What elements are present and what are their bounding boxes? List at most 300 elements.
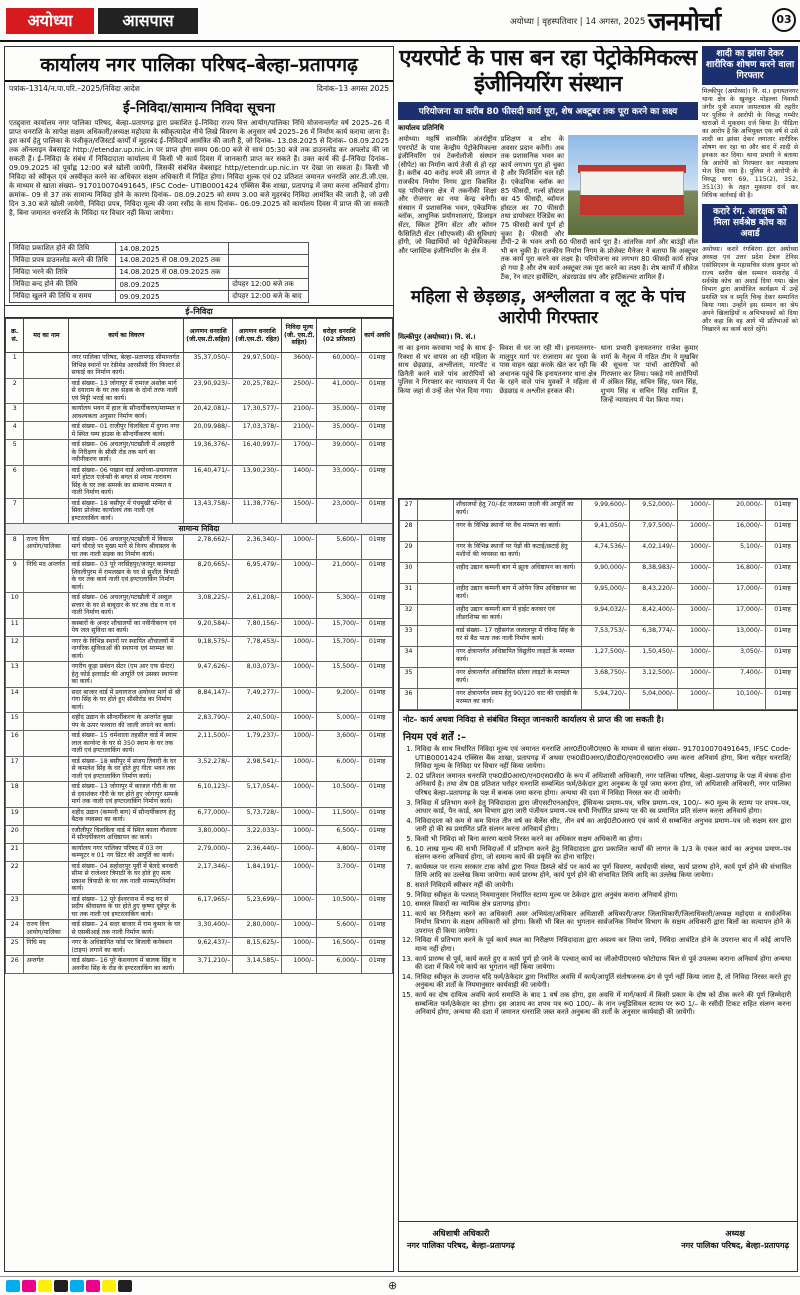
table-cell: 1000/–: [282, 731, 317, 757]
table-cell: 9,90,000/–: [582, 563, 630, 584]
table-cell: नगर के विभिन्न स्थानों पर स्थापित शौचालयों में नागरिक सुविधाओं की स्थापना एवं मरम्मत का कार्य।: [69, 636, 184, 662]
term-item: 2. 02 प्रतिशत जमानत धनराशि एफ0डी0आर0/एन0एस0सी0 के रूप में अधिशासी अधिकारी, नगर पालिका परिषद, बेल्हा–प्रतापगढ़ के पक्ष में बंधक होना अनिवार्य है। तथा शेष 08 प्रतिशत धरोहर धनराशि सम्बन्धित फर्म/ठेकेदार द्वारा अनुबन्ध के पूर्व जमा करना होगा, जो अधिशासी अधिकारी, नगर पालिका परिषद बेल्हा–प्रतापगढ़ के पक्ष में बन्धक जमा करना होगा। अन्यथा की दशा में निविदा निरस्त कर दी जायेगी।: [415, 772, 791, 798]
subheadline-institute: परियोजना का करीब 80 फीसदी कार्य पूरा, शेष अक्टूबर तक पूरा करने का लक्ष्य: [398, 102, 698, 120]
table-cell: 5,23,699/–: [233, 894, 282, 920]
table-row: [6, 378, 393, 404]
table-cell: 11: [6, 618, 24, 636]
date-row: [10, 243, 309, 255]
date-cell: [229, 255, 309, 267]
table-cell: वार्ड संख्या– 04 सहोदरपुर पूर्वी में बेलदे बनवारी सीमा से राजेश्वर त्रिपाठी के घर होते हुए सत्य प्रकाश त्रिपाठी के घर तक नाली मरम्मत/निर्माण कार्य।: [69, 861, 184, 894]
date-cell: 14.08.2025 से 08.09.2025 तक: [116, 255, 229, 267]
table-cell: निधि मद अन्तर्गत: [24, 560, 69, 593]
table-cell: 41,000/–: [317, 378, 362, 404]
table-row: [6, 593, 393, 619]
table-row: [400, 521, 799, 542]
table-row: [6, 422, 393, 440]
term-item: 7. कार्यस्थल पर राज्य सरकार टाक कोर्स द्वारा नियत डिस्प्ले बोर्ड पर कार्य का पूर्ण विवरण, कार्यदायी संस्था, कार्य प्रारम्भ होने, कार्य पूर्ण होने की संभावित तिथि आदि का उल्लेख किया जायेगा। कार्य प्रारम्भ होने, कार्य पूर्ण होने की संभावित तिथि आदि का उल्लेख किया जायेगा।: [415, 863, 791, 880]
table-cell: 16,000/–: [714, 521, 766, 542]
term-item: 12. निविदा में प्रतिभाग करने के पूर्व कार्य स्थल का निरीक्षण निविदादाता द्वारा अवश्य कर लिया जाये, निविदा आवंटित होने के उपरान्त बाद में कोई आपत्ति मान्य नहीं होगा।: [415, 936, 791, 953]
table-cell: 23: [6, 894, 24, 920]
table-cell: वार्ड संख्या– 06 अचलपुर/पटखौली में विकास मार्ग चौराहे पर मुख्य मार्ग से विनय श्रीवास्तव के घर तक नाली सड़क का निर्माण कार्य।: [69, 534, 184, 560]
table-cell: 1000/–: [678, 500, 714, 521]
table-cell: 1000/–: [282, 956, 317, 974]
table-cell: [24, 593, 69, 619]
table-cell: 1500/–: [282, 498, 317, 524]
table-cell: 5,04,000/–: [630, 689, 678, 710]
table-cell: 4: [6, 422, 24, 440]
table-cell: 29,97,500/–: [233, 353, 282, 379]
table-cell: 1000/–: [282, 618, 317, 636]
table-cell: 1000/–: [678, 521, 714, 542]
term-item: 1. निविदा के साथ निर्धारित निविदा मूल्य एवं जमानत धनराशि आर0टी0जी0एस0 के माध्यम से खाता संख्या– 917010070491645, IFSC Code- UTIB0001424 एक्सिस बैंक शाखा, प्रतापगढ़ में अथवा एफ0डी0आर0/डी0डी0/एन0एस0सी0 जमा करना अनिवार्य होगा, बिना धरोहर धनराशि/निविदा मूल्य के निविदा पर विचार नहीं किया जायेगा।: [415, 745, 791, 771]
table-cell: 01माह: [362, 894, 393, 920]
table-cell: 01माह: [766, 521, 799, 542]
headline-arrest: महिला से छेड़छाड़, अश्लीलता व लूट के पांच आरोपी गिरफ्तार: [410, 287, 686, 329]
table-cell: 8,42,400/–: [630, 605, 678, 626]
section-general-tender: सामान्य निविदा: [6, 524, 393, 535]
table-row: [6, 807, 393, 825]
table-cell: 01माह: [766, 542, 799, 563]
table-cell: 01माह: [362, 440, 393, 466]
table-row: [6, 404, 393, 422]
table-cell: 9,94,032/–: [582, 605, 630, 626]
table-cell: 1000/–: [678, 647, 714, 668]
table-cell: 5,300/–: [317, 593, 362, 619]
table-cell: 16,40,471/–: [184, 465, 233, 498]
table-cell: 36: [400, 689, 418, 710]
term-item: 4. निविदादाता को कम से कम विगत तीन वर्ष का बैलेंस सीट, तीन वर्ष का आई0टी0आर0 एवं कार्य से सम्बन्धित अनुभव प्रमाण–पत्र जो सक्षम स्तर द्वारा जारी हो की स्व प्रमाणित प्रति संलग्न करना अनिवार्य होगा।: [415, 817, 791, 834]
table-cell: 1000/–: [678, 605, 714, 626]
table-cell: 01माह: [362, 378, 393, 404]
table-cell: [24, 422, 69, 440]
table-cell: वार्ड संख्या– 18 बसीपुर में संजय तिवारी के घर से कमलेश सिंह के घर होते हुए गीता भवन तक नाली एवं इण्टरलाकिंग निर्माण कार्य।: [69, 756, 184, 782]
table-cell: 1000/–: [678, 668, 714, 689]
table-cell: 2,80,000/–: [233, 920, 282, 938]
table-cell: वार्ड संख्या– 24 सदर बाजार में राम कुमार के घर से एसबीआई तक नाली निर्माण कार्य।: [69, 920, 184, 938]
table-cell: 1000/–: [282, 861, 317, 894]
table-cell: 3: [6, 404, 24, 422]
table-cell: 1000/–: [282, 843, 317, 861]
date-cell: निविदा बन्द होने की तिथि: [10, 279, 116, 291]
table-row: [6, 636, 393, 662]
table-row: [6, 687, 393, 713]
table-cell: 8,15,625/–: [233, 938, 282, 956]
table-cell: [24, 440, 69, 466]
executive-officer-office: नगर पालिका परिषद, बेल्हा–प्रतापगढ़: [407, 1241, 515, 1250]
date-cell: [229, 267, 309, 279]
table-cell: 22: [6, 861, 24, 894]
table-row: [6, 353, 393, 379]
story-column-2-text: प्रशिक्षण व शोध के अवसर प्रदान करेंगी। अब तक प्रशासनिक भवन का कार्य लगभग पूरा हो चुका है और फिनिशिंग चल रही है। एकेडमिक ब्लॉक का 85 फीसदी, गर्ल्स हॉस्टल का 45 फीसदी, ब्वॉयज हॉस्टल का 70 फीसदी तथा डायरेक्टर रेजिडेंस का 75 फीसदी कार्य पूर्ण हो चुका है।: [500, 135, 564, 238]
table-cell: 6,000/–: [317, 756, 362, 782]
table-cell: 1000/–: [282, 807, 317, 825]
table-row: [6, 498, 393, 524]
side-story-1: मिल्कीपुर (अयोध्या)। नि. सं.। इनायतनगर थाना क्षेत्र के खुनकुर मोहल्ला निवासी जंगीर पुत्री शमान जायतथाल की तहरीर पर पुलिस ने आरोपी के विरुद्ध गम्भीर धाराओं में मुकदमा दर्ज किया है। पीड़िता का आरोप है कि अभियुक्त एक वर्ष से उसे शादी का झांसा देकर लगातार शारीरिक शोषण कर रहा था और बाद में शादी से इनकार कर दिया। थाना प्रभारी ने बताया कि आरोपी को गिरफ्तार कर न्यायालय भेज दिया गया है। पुलिस ने आरोपी के विरुद्ध धारा 69, 115(2), 352, 351(3) के तहत मुकदमा दर्ज कर विधिक कार्रवाई की है।: [702, 88, 798, 199]
column-header: मद का नाम: [24, 319, 69, 353]
column-header: कार्य का विवरण: [69, 319, 184, 353]
table-cell: 2,40,500/–: [233, 713, 282, 731]
tender-notice: [4, 46, 394, 1272]
table-cell: 1700/–: [282, 440, 317, 466]
table-cell: 9,41,050/–: [582, 521, 630, 542]
table-cell: रजौलीपुर चिलबिला वार्ड में स्थित काला गौशाला में सौन्दर्यीकरण अधिष्ठापन का कार्य।: [69, 825, 184, 843]
table-cell: 01माह: [362, 713, 393, 731]
table-cell: 20,25,782/–: [233, 378, 282, 404]
table-cell: कस्बारों के अन्दर शौचालयों का नवीनीकरण एवं पेय जल सुविधा का कार्य।: [69, 618, 184, 636]
table-cell: 17,03,378/–: [233, 422, 282, 440]
table-cell: 25: [6, 938, 24, 956]
table-cell: शौचालयों हेतु 70/-ईट जलसमा जाली की आपूर्ति का कार्य।: [454, 500, 582, 521]
table-cell: 1000/–: [282, 894, 317, 920]
table-cell: 1000/–: [678, 626, 714, 647]
dates-table: [9, 242, 309, 303]
table-cell: 01माह: [362, 731, 393, 757]
table-cell: 3,22,033/–: [233, 825, 282, 843]
table-cell: 15,500/–: [317, 662, 362, 688]
reference-number: पत्रांक–1314/न.पा.परि.–2025/निविदा आदेश: [9, 84, 140, 93]
table-cell: 1000/–: [282, 920, 317, 938]
table-cell: 15: [6, 713, 24, 731]
table-row: [6, 756, 393, 782]
side-headline-2: करारे रंग. आरक्षक को मिला सर्वश्रेष्ठ कोच का अवार्ड: [702, 204, 798, 243]
table-cell: 3,30,400/–: [184, 920, 233, 938]
table-cell: 01माह: [362, 782, 393, 808]
section-e-tender: ई–निविदा: [5, 305, 393, 318]
table-cell: 7,80,156/–: [233, 618, 282, 636]
table-cell: [24, 353, 69, 379]
table-cell: 01माह: [362, 861, 393, 894]
table-cell: [24, 894, 69, 920]
table-cell: 1: [6, 353, 24, 379]
table-cell: [24, 807, 69, 825]
table-cell: शहीद उद्यान कम्पनी बाग में ओपेन जिम अधिष्ठापन का कार्य।: [454, 584, 582, 605]
table-cell: 21: [6, 843, 24, 861]
table-cell: 01माह: [362, 534, 393, 560]
table-cell: 2,11,500/–: [184, 731, 233, 757]
table-cell: [418, 584, 454, 605]
table-cell: 8,84,147/–: [184, 687, 233, 713]
table-cell: नगर के अधिष्ठापित फोर्ड पर बिजली कनेक्शन (टाइप) लगाने का कार्य।: [69, 938, 184, 956]
table-cell: 16: [6, 731, 24, 757]
table-cell: 9: [6, 560, 24, 593]
table-cell: 16,500/–: [317, 938, 362, 956]
table-cell: 2,61,208/–: [233, 593, 282, 619]
table-cell: 01माह: [766, 668, 799, 689]
color-swatch: [38, 1280, 52, 1292]
table-cell: 7,49,277/–: [233, 687, 282, 713]
newspaper-logo: जनमोर्चा: [648, 7, 721, 36]
table-row: [6, 861, 393, 894]
table-cell: 5,94,720/–: [582, 689, 630, 710]
table-cell: 17,000/–: [714, 605, 766, 626]
term-item: 14. निविदा स्वीकृत के उपरान्त यदि फर्म/ठेकेदार द्वारा निर्धारित अवधि में कार्य/आपूर्ति संतोषजनक ढंग से पूर्ण नहीं किया जाता है, तो निविदा निरस्त करते हुए अनुबन्ध की शर्तों के नियमानुसार कार्यवाही की जायेगी।: [415, 973, 791, 990]
table-cell: [24, 756, 69, 782]
table-cell: 01माह: [766, 584, 799, 605]
building-photo: [568, 135, 698, 235]
table-row: [6, 825, 393, 843]
table-cell: 3600/–: [282, 353, 317, 379]
table-cell: 6,95,479/–: [233, 560, 282, 593]
table-cell: [418, 563, 454, 584]
signature-block: [399, 1221, 797, 1271]
table-cell: [418, 647, 454, 668]
table-cell: 7,53,753/–: [582, 626, 630, 647]
table-row: [400, 584, 799, 605]
table-cell: कार्यालय नगर पालिका परिषद में 03 नग कम्प्यूटर व 01 नग प्रिंटर की आपूर्ति का कार्य।: [69, 843, 184, 861]
table-cell: वार्ड संख्या– 15 धर्मशाला तहसील वार्ड में स्वाम लाल कान्वेन्ट के घर से 350 स्वाम के घर तक नाली एवं इण्टरलाकिंग कार्य।: [69, 731, 184, 757]
table-cell: वार्ड संख्या– 13 जोगापुर में रामाज अशोक मार्ग से दयाराम के घर तक सड़क के दोनों तरफ नाली एवं मिट्टी भराई का कार्य।: [69, 378, 184, 404]
table-cell: [24, 662, 69, 688]
table-cell: 33,000/–: [317, 465, 362, 498]
column-header: क्र. सं.: [6, 319, 24, 353]
table-cell: 32: [400, 605, 418, 626]
chairperson-office: नगर पालिका परिषद, बेल्हा–प्रतापगढ़: [681, 1241, 789, 1250]
table-cell: नगर क्षेत्रान्तर्गत अधिष्ठापित सोलर लाइटों के मरम्मत कार्य।: [454, 668, 582, 689]
registration-mark-icon: ⊕: [388, 1279, 398, 1292]
table-cell: 01माह: [362, 807, 393, 825]
table-cell: नगर पालिका परिषद, बेल्हा–प्रतापगढ़ सीमान्तर्गत विभिन्न स्थानों पर रेडीमेड आरसीसी रिंग फिल्टर से सफाई का निर्माण कार्य।: [69, 353, 184, 379]
table-cell: 01माह: [766, 689, 799, 710]
table-cell: [24, 825, 69, 843]
table-cell: 1000/–: [678, 542, 714, 563]
date-cell: निविदा प्रपत्र डाउनलोड करने की तिथि: [10, 255, 116, 267]
table-cell: [24, 636, 69, 662]
notice-reference: [5, 82, 393, 96]
table-cell: 1000/–: [282, 687, 317, 713]
table-cell: [24, 498, 69, 524]
table-cell: 01माह: [766, 605, 799, 626]
table-cell: [24, 404, 69, 422]
table-cell: नगर के विभिन्न स्थानों पर वैंच मरम्मत का कार्य।: [454, 521, 582, 542]
table-cell: [24, 861, 69, 894]
table-cell: वार्ड संख्या– 01 राजीपुर चिलबिला में दुगना नगर में स्थित पम्प हाउस के सौन्दर्यीकरण कार्य।: [69, 422, 184, 440]
table-cell: [24, 618, 69, 636]
color-swatch: [54, 1280, 68, 1292]
table-cell: 20,42,081/–: [184, 404, 233, 422]
term-item: 15. कार्य का दोष दायित्व अवधि कार्य समाप्ति के बाद 1 वर्ष तक होगा, इस अवधि में मार्ग/कार्य में किसी प्रकार के दोष को ठीक करने की पूर्ण जिम्मेदारी सम्बन्धित फर्म/ठेकेदार का होगा। इस आशय का शपथ पत्र रू0 100/– के नान ज्यूडिसियल स्टाम्प पर रू0 1/– के रसीदी टिकट सहित संलग्न करना अनिवार्य होगा, अन्यथा की दशा में जमानत धनराशि जब्त करते अनुबन्ध की शर्तों के अनुसार कार्यवाही की जायेगी।: [415, 991, 791, 1017]
table-row: [6, 560, 393, 593]
date-row: [10, 255, 309, 267]
table-row: [6, 843, 393, 861]
date-cell: निविदा खुलने की तिथि व समय: [10, 291, 116, 303]
table-cell: 16,40,997/–: [233, 440, 282, 466]
color-swatch: [102, 1280, 116, 1292]
table-cell: 10,500/–: [317, 782, 362, 808]
story-column-3-text: फीसदी और टीपी–2 के भवन अभी 60 फीसदी कार्य पूरा है। आंतरिक मार्ग और बाउंड्री वॉल भी बन चुकी है। राजकीय निर्माण निगम के प्रोजेक्ट मैनेजर ने बताया कि अक्टूबर तक कार्य पूरा करने का लक्ष्य है। परियोजना का लगभग 80 फीसदी कार्य संपन्न हो गया है और शेष कार्य अक्टूबर तक पूरा करने का लक्ष्य है। शेष कार्यों में सीवेज टैंक, रेन वाटर हार्वेस्टिंग, अंडरग्राउंड संप और हार्टिकल्चर शामिल हैं।: [500, 229, 698, 281]
table-cell: कार्यालय भवन में हाल के सौन्दर्यीकरण/मरम्मत व आवश्यकता अनुसार निर्माण कार्य।: [69, 404, 184, 422]
date-cell: [229, 243, 309, 255]
column-header: कार्य अवधि: [362, 319, 393, 353]
table-cell: [418, 626, 454, 647]
table-cell: 2,79,000/–: [184, 843, 233, 861]
table-cell: 24: [6, 920, 24, 938]
table-cell: 01माह: [362, 843, 393, 861]
table-cell: वार्ड संख्या– 17 रहीसगंज जलालपुर में रविन्द्र सिंह के घर से बैठ पाता तक नाली निर्माण कार्य।: [454, 626, 582, 647]
table-cell: [24, 687, 69, 713]
table-cell: 2100/–: [282, 422, 317, 440]
table-cell: 60,000/–: [317, 353, 362, 379]
table-cell: 10,500/–: [317, 894, 362, 920]
table-cell: [418, 521, 454, 542]
table-cell: 20,09,988/–: [184, 422, 233, 440]
table-cell: सदर बाजार वार्ड में प्रयागराज अयोध्या मार्ग से श्री गंगा सिंह के घर होते हुए सीसीरोड का निर्माण कार्य।: [69, 687, 184, 713]
section-tag-ayodhya: अयोध्या: [6, 8, 94, 34]
table-cell: निधि मद: [24, 938, 69, 956]
table-cell: 9,200/–: [317, 687, 362, 713]
table-cell: शहीद उद्यान (कम्पनी बाग) में सौन्दर्यीकरण हेतु बैठक व्यवस्था का कार्य।: [69, 807, 184, 825]
table-cell: नगर क्षेत्रान्तर्गत स्वाम हेतु 90/120 वाट की एलईडी के मरम्मत का कार्य।: [454, 689, 582, 710]
table-cell: 6,000/–: [317, 956, 362, 974]
date-row: [10, 291, 309, 303]
table-cell: 01माह: [362, 465, 393, 498]
table-cell: शहीद उद्यान के सौन्दर्यीकरण के अन्तर्गत बुखा पंप के ऊपर फव्वारा की जाली लगाने का कार्य।: [69, 713, 184, 731]
table-row: [6, 920, 393, 938]
table-cell: 7,97,500/–: [630, 521, 678, 542]
table-row: [6, 782, 393, 808]
table-row: [400, 500, 799, 521]
table-cell: 34: [400, 647, 418, 668]
table-cell: 11,38,776/–: [233, 498, 282, 524]
table-cell: 6,77,000/–: [184, 807, 233, 825]
table-cell: शहीद उद्यान कम्पनी बाग में झूला अधिष्ठापन का कार्य।: [454, 563, 582, 584]
table-cell: 9,95,000/–: [582, 584, 630, 605]
headline-institute: एयरपोर्ट के पास बन रहा पेट्रोकेमिकल्स इंजीनियरिंग संस्थान: [399, 46, 697, 97]
table-cell: [418, 605, 454, 626]
table-cell: 39,000/–: [317, 440, 362, 466]
table-cell: 7,400/–: [714, 668, 766, 689]
table-cell: 17,30,577/–: [233, 404, 282, 422]
table-cell: 9,62,437/–: [184, 938, 233, 956]
table-cell: 01माह: [362, 422, 393, 440]
chairperson-title: अध्यक्ष: [725, 1229, 745, 1238]
arrest-column-3: थाना प्रभारी इनायतनगर राजेश कुमार शर्मा के नेतृत्व में गठित टीम ने मुखबिर की सूचना पर पांचों आरोपियों को गिरफ्तार कर लिया। पकड़े गये आरोपियों में अंकित सिंह, सचिन सिंह, पवन सिंह, शुभम सिंह व सचिन सिंह शामिल हैं, जिन्हें न्यायालय में पेश किया गया।: [600, 344, 698, 404]
table-cell: 30: [400, 563, 418, 584]
table-cell: 27: [400, 500, 418, 521]
table-cell: 1,84,191/–: [233, 861, 282, 894]
side-news-column: [702, 46, 798, 494]
term-item: 5. किसी भी निविदा को बिना कारण बताये निरस्त करने का अधिकार सक्षम अधिकारी का होगा।: [415, 835, 791, 844]
table-cell: 01माह: [362, 938, 393, 956]
table-cell: 1000/–: [678, 563, 714, 584]
table-cell: 10: [6, 593, 24, 619]
table-cell: 1000/–: [282, 756, 317, 782]
table-cell: 2500/–: [282, 378, 317, 404]
term-item: 11. कार्य का निरीक्षण करने का अधिकारी अवर अभियंता/अधिकार अधिशासी अधिकारी/अपर जिलाधिकारी/जिलाधिकारी/अध्यक्ष महोदया व सार्वजनिक निर्माण विभाग के सक्षम अधिकारी को होगा। किसी भी बिल का भुगतान सार्वजनिक निर्माण विभाग के सक्षम अधिकारी द्वारा बिलों का सत्यापन होने के उपरान्त ही किया जायेगा।: [415, 910, 791, 936]
table-row: [400, 542, 799, 563]
section-tag-aaspaas: आसपास: [98, 8, 198, 34]
table-row: [6, 731, 393, 757]
story-column-2: [501, 135, 698, 281]
table-cell: 3,050/–: [714, 647, 766, 668]
table-cell: 13: [6, 662, 24, 688]
table-cell: 2,98,541/–: [233, 756, 282, 782]
table-row: [6, 618, 393, 636]
table-cell: 9,47,626/–: [184, 662, 233, 688]
color-swatch: [22, 1280, 36, 1292]
table-cell: 4,800/–: [317, 843, 362, 861]
notice-title: ई–निविदा/सामान्य निविदा सूचना: [123, 101, 275, 116]
table-cell: 2,83,790/–: [184, 713, 233, 731]
table-cell: 01माह: [362, 498, 393, 524]
table-cell: 16,800/–: [714, 563, 766, 584]
column-header: आगणन धनराशि (जी.एस.टी. रहित): [233, 319, 282, 353]
table-cell: 13,43,758/–: [184, 498, 233, 524]
table-cell: नगर के विभिन्न स्थानों पर पेड़ों की कटाई/छटाई हेतु मशीनों की व्यवस्था का कार्य।: [454, 542, 582, 563]
table-cell: [24, 731, 69, 757]
table-cell: 20: [6, 825, 24, 843]
byline-institute: कार्यालय प्रतिनिधि: [398, 124, 444, 132]
date-cell: 14.08.2025: [116, 243, 229, 255]
notice-note: नोट– कार्य अथवा निविदा से संबंधित विस्तृत जानकारी कार्यालय से प्राप्त की जा सकती है।: [399, 710, 797, 728]
table-row: [6, 465, 393, 498]
color-swatch: [70, 1280, 84, 1292]
table-cell: 01माह: [362, 353, 393, 379]
table-cell: 1400/–: [282, 465, 317, 498]
table-cell: 01माह: [362, 560, 393, 593]
masthead: [0, 0, 800, 42]
table-cell: [418, 542, 454, 563]
table-cell: 15,700/–: [317, 636, 362, 662]
column-header: निविदा मूल्य (जी. एस.टी. सहित): [282, 319, 317, 353]
table-cell: वार्ड संख्या– 06 अचलपुर/पटखौली में अब्दुल सत्तार के घर से बाबूदार के घर तक रोड व ना व नाली निर्माण कार्य।: [69, 593, 184, 619]
table-row: [6, 534, 393, 560]
color-swatch: [6, 1280, 20, 1292]
table-cell: [24, 713, 69, 731]
table-cell: 1000/–: [678, 584, 714, 605]
table-cell: नगरीय कूड़ा प्रबंधन सेंटर (एम आर एफ सेन्टर) हेतु फोर्ड इलराईट की आपूर्ति एवं उसका स्थापना का कार्य।: [69, 662, 184, 688]
notice-heading: कार्यालय नगर पालिका परिषद–बेल्हा–प्रतापगढ़: [5, 47, 393, 82]
table-cell: 3,14,585/–: [233, 956, 282, 974]
page-number: 03: [772, 8, 796, 32]
term-item: 8. सशर्त निविदायें स्वीकार नहीं की जायेगी।: [415, 881, 791, 890]
table-cell: 13,90,230/–: [233, 465, 282, 498]
table-cell: वार्ड संख्या– 13 जोगापुर में काजल गौरी के घर से दयाशंकर गौरी के घर होते हुए जोगापुर सम्पर्क मार्ग तक नाली एवं इण्टरलाकिंग निर्माण कार्य।: [69, 782, 184, 808]
table-cell: 6,38,774/–: [630, 626, 678, 647]
table-cell: 5,600/–: [317, 920, 362, 938]
table-row: [6, 713, 393, 731]
terms-list: [399, 745, 797, 1017]
table-cell: 17: [6, 756, 24, 782]
table-cell: 12: [6, 636, 24, 662]
table-cell: 19: [6, 807, 24, 825]
table-cell: 15,700/–: [317, 618, 362, 636]
table-cell: 33: [400, 626, 418, 647]
table-cell: 35,37,050/–: [184, 353, 233, 379]
table-cell: 19,36,376/–: [184, 440, 233, 466]
table-cell: [418, 500, 454, 521]
table-cell: 1000/–: [282, 662, 317, 688]
table-cell: राज्य वित्त आयोग/पालिका: [24, 534, 69, 560]
table-cell: 6,500/–: [317, 825, 362, 843]
table-cell: 26: [6, 956, 24, 974]
table-cell: 4,74,536/–: [582, 542, 630, 563]
signature-right: [681, 1228, 789, 1265]
table-cell: 1000/–: [282, 782, 317, 808]
table-cell: 8,20,665/–: [184, 560, 233, 593]
table-cell: राज्य वित्त आयोग/पालिका: [24, 920, 69, 938]
table-cell: 01माह: [766, 563, 799, 584]
table-cell: 2: [6, 378, 24, 404]
table-cell: 01माह: [362, 593, 393, 619]
arrest-column-2: विवश से घर जा रही थी। इनायतनगर–मालुपुर मार्ग पर राजाराम का पुरवा के पास वाहन खड़ा करके खेत कर रही कि अचानक पहुंचे कि इनायतनगर थाना क्षेत्र के रहने वाले पांच युवकों ने महिला से छेड़छाड़ व अश्लील हरकत की।: [499, 344, 597, 396]
table-cell: 01माह: [362, 920, 393, 938]
table-cell: 18: [6, 782, 24, 808]
table-cell: 2,36,440/–: [233, 843, 282, 861]
signature-left: [407, 1228, 515, 1265]
table-cell: 9,20,584/–: [184, 618, 233, 636]
table-cell: 01माह: [766, 647, 799, 668]
column-header: आगणन धनराशि (जी.एस.टी.सहित): [184, 319, 233, 353]
